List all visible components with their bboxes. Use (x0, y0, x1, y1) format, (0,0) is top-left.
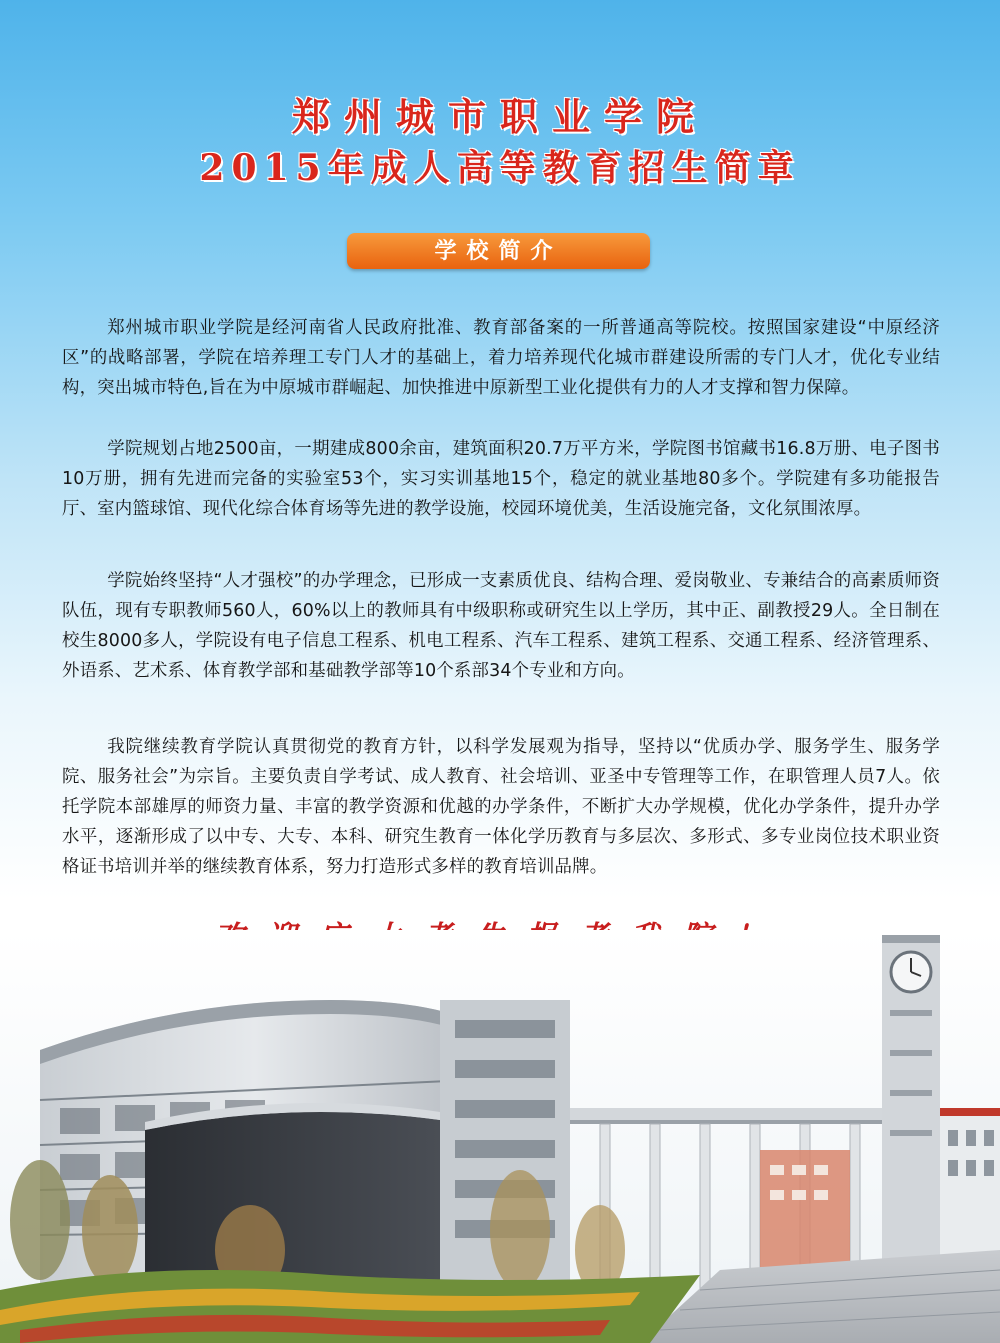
facilities-paragraph: 学院规划占地2500亩，一期建成800余亩，建筑面积20.7万平方米，学院图书馆藏书16.8万册、电子图书10万册，拥有先进而完备的实验室53个，实习实训基地15个，稳定的就业基地80多个。学院建有多功能报告厅、室内篮球馆、现代化综合体育场等先进的教学设施，校园环境优美，生活设施完备，文化氛围浓厚。 (62, 439, 940, 519)
campus-photo (0, 930, 1000, 1343)
poster-title-line1: 郑州城市职业学院 (291, 94, 708, 139)
poster-title-line2: 2015年成人高等教育招生简章 (199, 147, 801, 189)
section-heading-school-intro: 学校简介 (347, 233, 650, 269)
intro-paragraph: 郑州城市职业学院是经河南省人民政府批准、教育部备案的一所普通高等院校。按照国家建设“中原经济区”的战略部署，学院在培养理工专门人才的基础上，着力培养现代化城市群建设所需的专门人才，优化专业结构，突出城市特色,旨在为中原城市群崛起、加快推进中原新型工业化提供有力的人才支撑和智力保障。 (62, 318, 940, 398)
clock-tower (882, 935, 940, 1295)
flower-beds (0, 1270, 700, 1343)
continuing-education-paragraph: 我院继续教育学院认真贯彻党的教育方针，以科学发展观为指导，坚持以“优质办学、服务学生、服务学院、服务社会”为宗旨。主要负责自学考试、成人教育、社会培训、亚圣中专管理等工作，在职管理人员7人。依托学院本部雄厚的师资力量、丰富的教学资源和优越的办学条件，不断扩大办学规模，优化办学条件，提升办学水平，逐渐形成了以中专、大专、本科、研究生教育一体化学历教育与多层次、多形式、多专业岗位技术职业资格证书培训并举的继续教育体系，努力打造形式多样的教育培训品牌。 (62, 737, 940, 877)
faculty-paragraph: 学院始终坚持“人才强校”的办学理念，已形成一支素质优良、结构合理、爱岗敬业、专兼结合的高素质师资队伍，现有专职教师560人，60%以上的教师具有中级职称或研究生以上学历，其中正、副教授29人。全日制在校生8000多人，学院设有电子信息工程系、机电工程系、汽车工程系、建筑工程系、交通工程系、经济管理系、外语系、艺术系、体育教学部和基础教学部等10个系部34个专业和方向。 (62, 571, 940, 681)
